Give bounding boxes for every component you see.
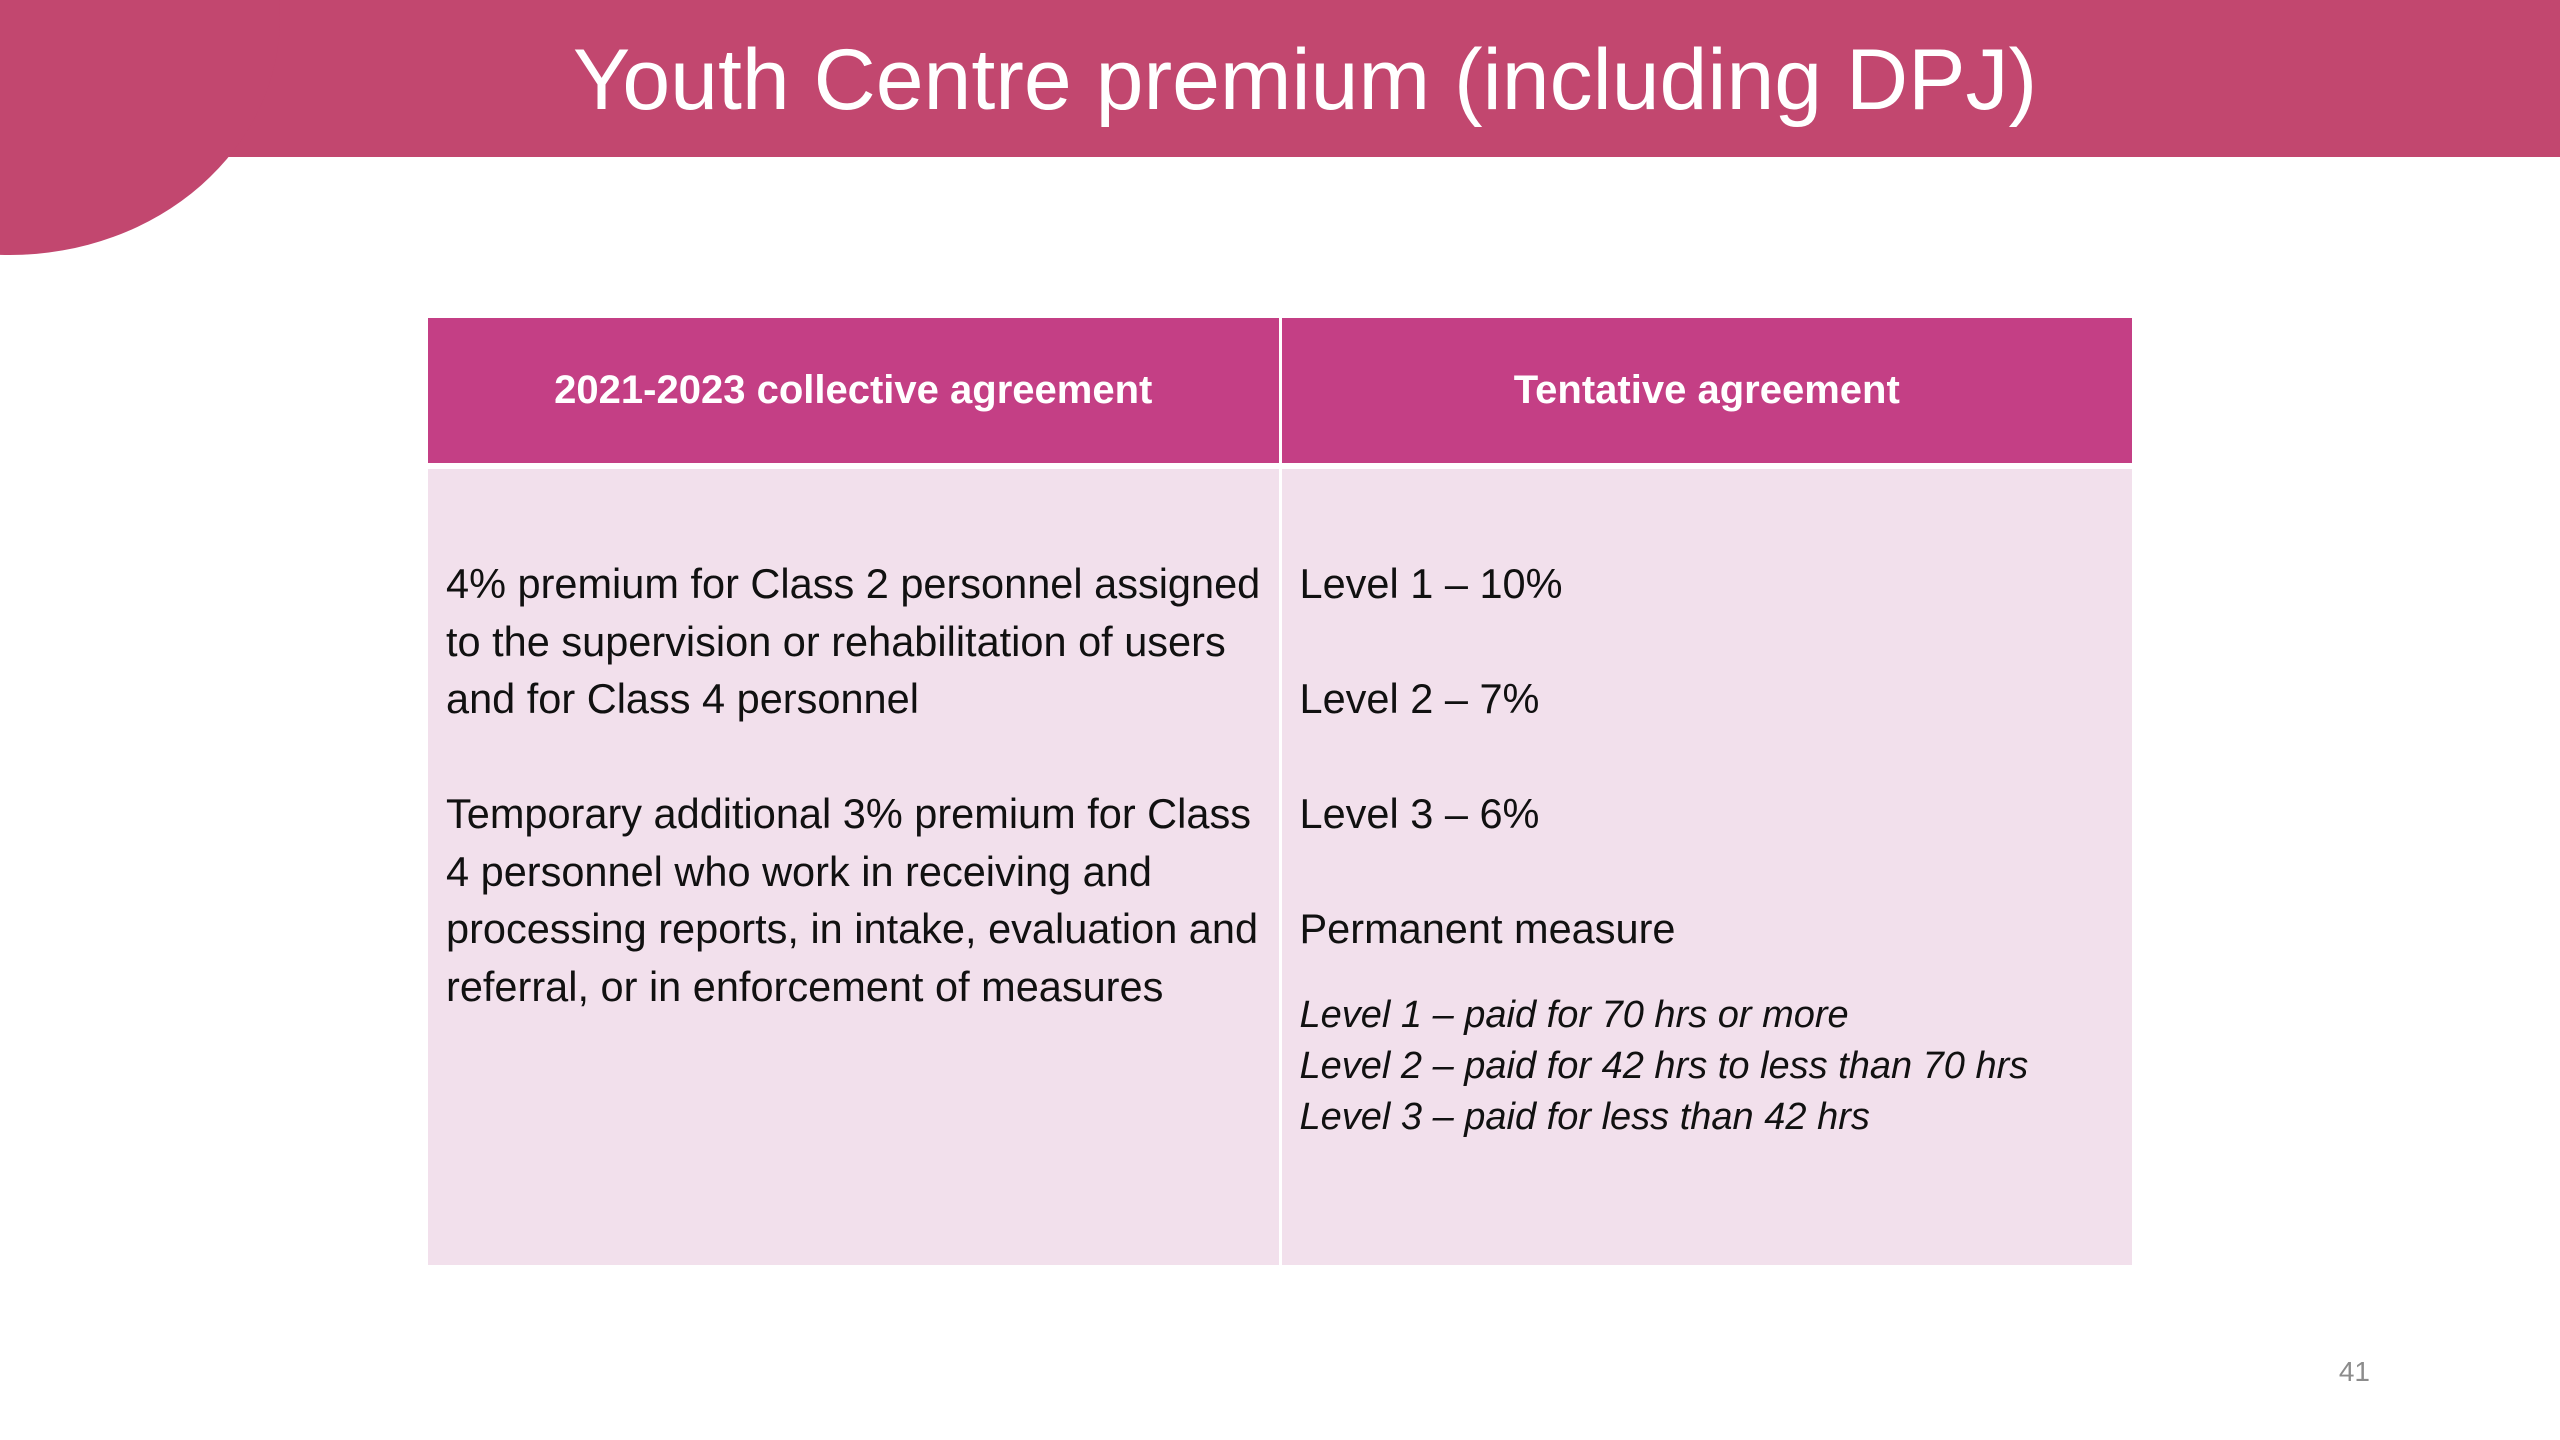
level-1-premium: Level 1 – 10% [1299, 560, 1563, 607]
level-3-premium: Level 3 – 6% [1299, 790, 1540, 837]
level-3-detail: Level 3 – paid for less than 42 hrs [1299, 1095, 1870, 1138]
table-row [428, 466, 2132, 1265]
current-premium-text: 4% premium for Class 2 personnel assigned to the supervision or rehabilitation of users and for Class 4 personnel [446, 560, 1261, 722]
comparison-table [428, 318, 2132, 1265]
level-2-detail: Level 2 – paid for 42 hrs to less than 70 hrs [1299, 1044, 2029, 1087]
page-number: 41 [2338, 1356, 2370, 1387]
temporary-premium-text: Temporary additional 3% premium for Class 4 personnel who work in receiving and processing reports, in intake, evaluation and referral, or in enforcement of measures [446, 790, 1259, 1010]
level-1-detail: Level 1 – paid for 70 hrs or more [1299, 993, 1849, 1036]
slide-title: Youth Centre premium (including DPJ) [572, 32, 2038, 128]
table-header-row [428, 318, 2132, 466]
current-agreement-cell [428, 466, 1280, 1265]
tentative-agreement-cell [1280, 466, 2132, 1265]
level-2-premium: Level 2 – 7% [1299, 675, 1540, 722]
permanent-measure-label: Permanent measure [1299, 905, 1676, 952]
header-current-agreement: 2021-2023 collective agreement [428, 318, 1280, 466]
header-tentative-agreement: Tentative agreement [1280, 318, 2132, 466]
